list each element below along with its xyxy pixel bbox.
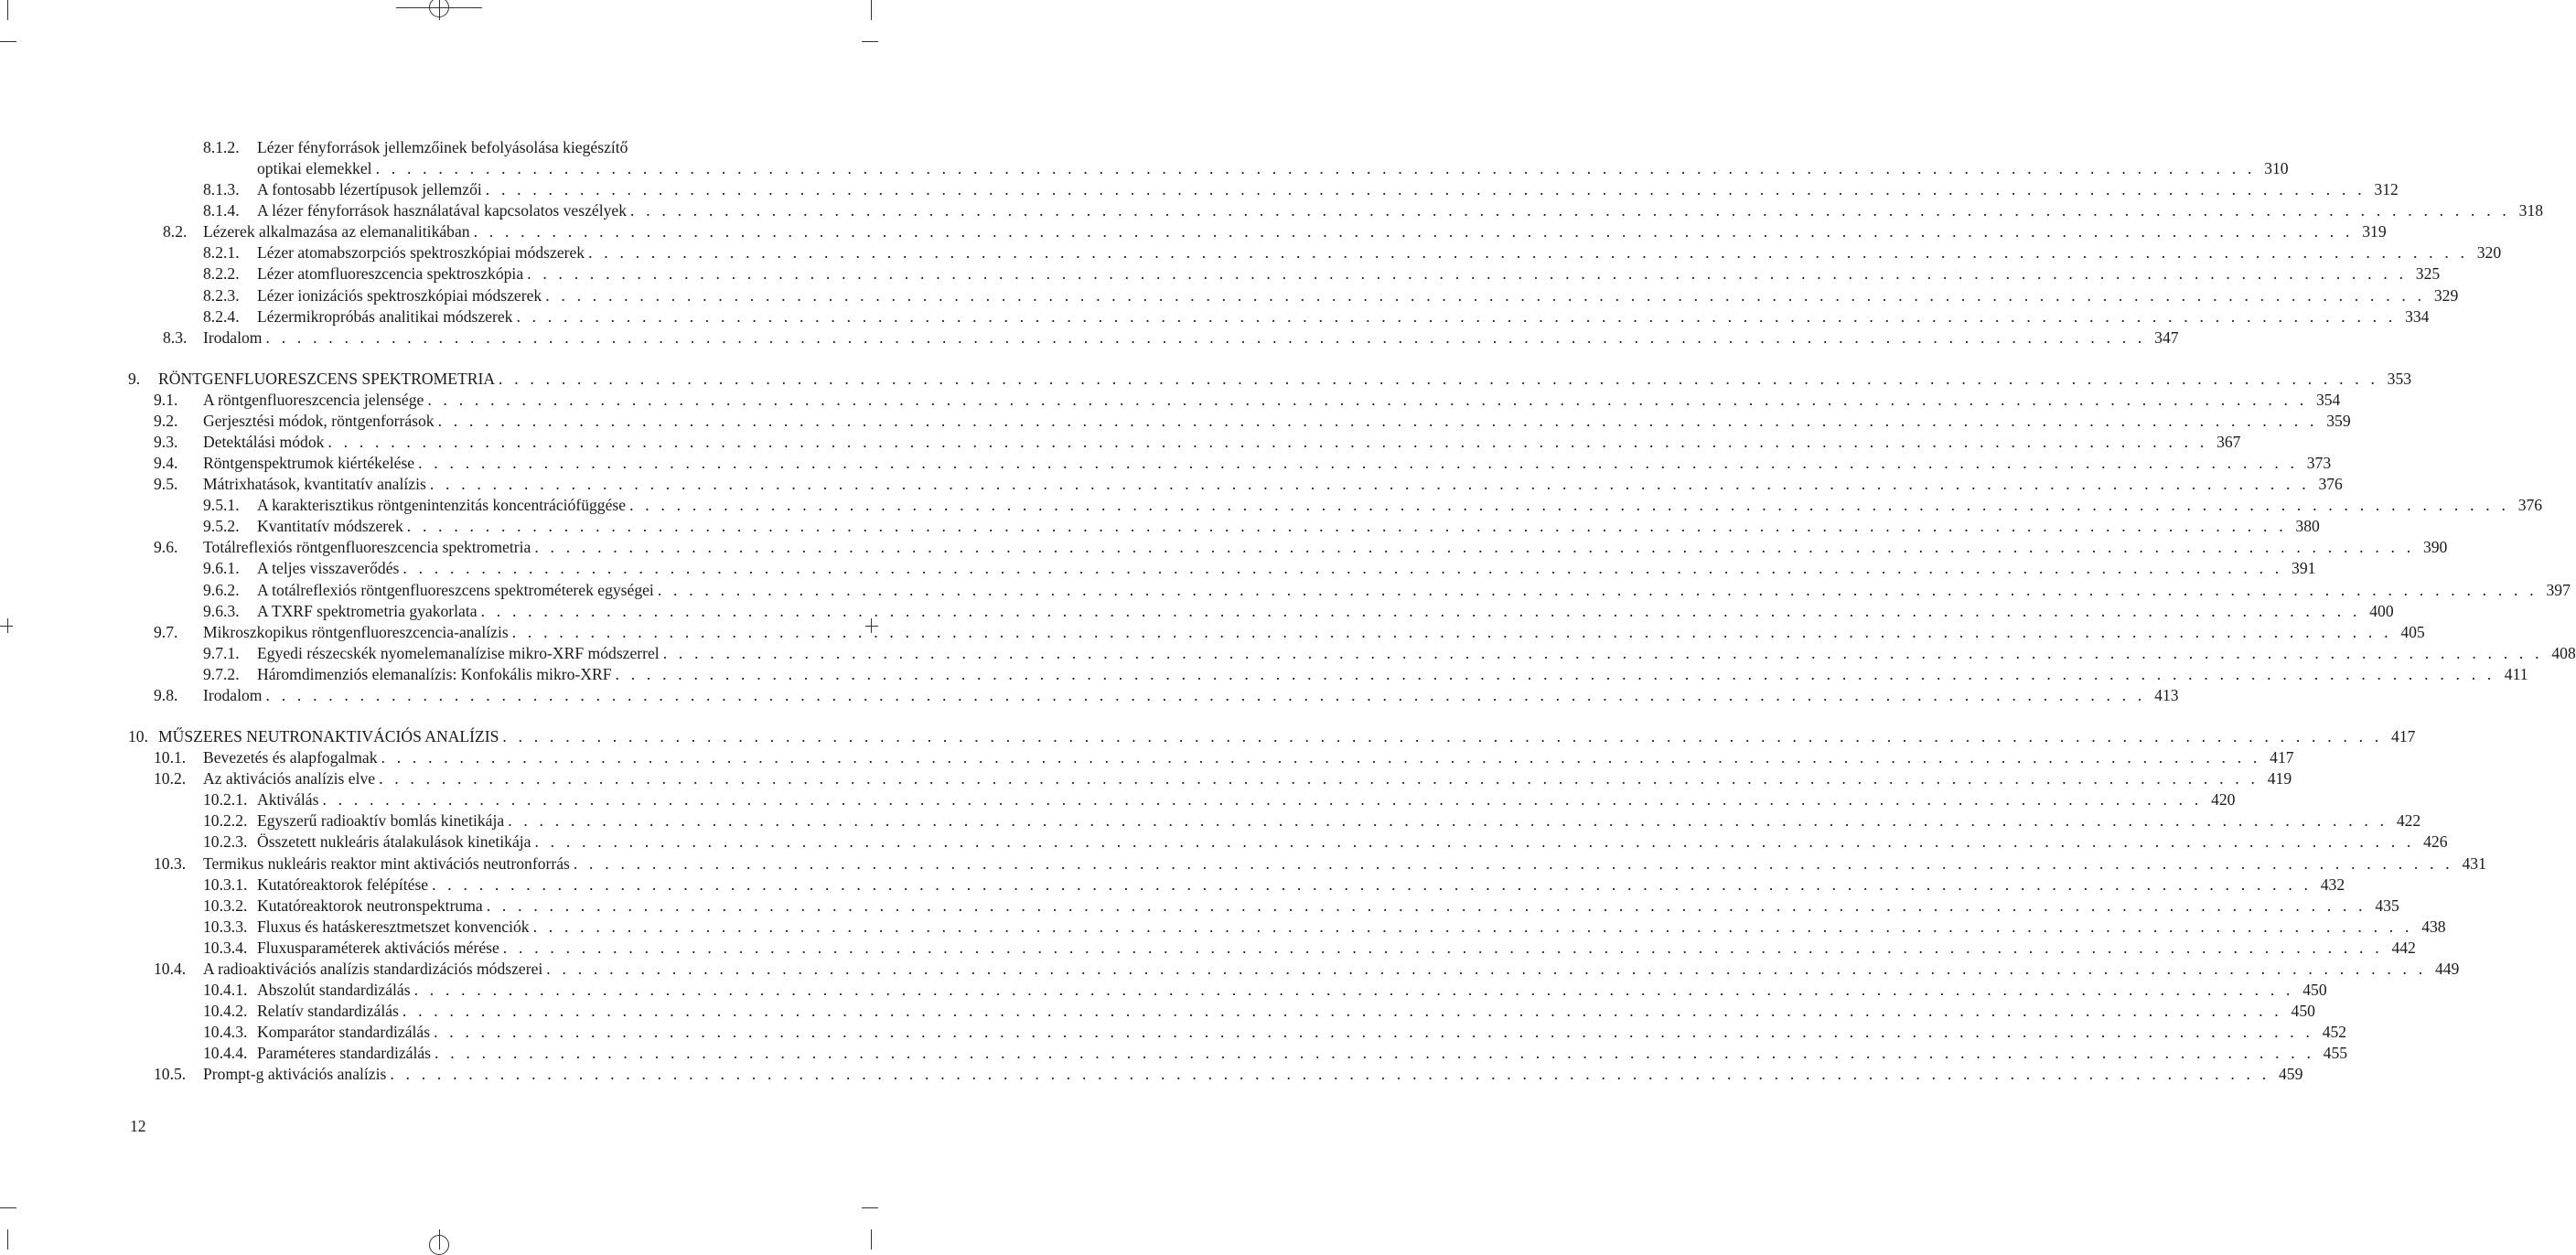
dot-leader: . . . . . . . . . . . . . . . . . . . . . . . . . . . . . . . . . . . . . . . . . . . . . . . . . . . . . . . . . . . . . . . . . . . . . . . . . . . . . . . . . . . . . . . . . . . . . . . . . . . . . . . . . . . . . . . . . . . . . . . . bbox=[327, 433, 2208, 452]
toc-entry-number: 9.5. bbox=[154, 475, 178, 494]
corner-mark-tr bbox=[871, 0, 872, 20]
toc-entry-title: MŰSZERES NEUTRONAKTIVÁCIÓS ANALÍZIS bbox=[158, 727, 499, 746]
dot-leader: . . . . . . . . . . . . . . . . . . . . . . . . . . . . . . . . . . . . . . . . . . . . . . . . . . . . . . . . . . . . . . . . . . . . . . . . . . . . . . . . . . . . . . . . . . . . . . . . . . . . . . . . . . . . . . . . . . . . . . . . bbox=[402, 559, 2283, 578]
toc-entry-page: 373 bbox=[2306, 454, 2332, 473]
toc-entry[interactable] bbox=[0, 980, 2327, 1001]
toc-entry-line bbox=[203, 537, 2448, 558]
dot-leader: . . . . . . . . . . . . . . . . . . . . . . . . . . . . . . . . . . . . . . . . . . . . . . . . . . . . . . . . . . . . . . . . . . . . . . . . . . . . . . . . . . . . . . . . . . . . . . . . . . . . . . . . . . . . . . . . . . . . . . . . bbox=[485, 180, 2366, 199]
toc-entry-page: 376 bbox=[2318, 475, 2343, 494]
toc-entry-number: 8.1.3. bbox=[203, 180, 240, 199]
toc-entry-page: 397 bbox=[2546, 580, 2571, 599]
toc-entry-number: 9.7.2. bbox=[203, 664, 240, 683]
toc-entry-title: Összetett nukleáris átalakulások kinetikája bbox=[257, 832, 531, 852]
toc-entry-title: A karakterisztikus röntgenintenzitás koncentrációfüggése bbox=[257, 496, 627, 515]
dot-leader: . . . . . . . . . . . . . . . . . . . . . . . . . . . . . . . . . . . . . . . . . . . . . . . . . . . . . . . . . . . . . . . . . . . . . . . . . . . . . . . . . . . . . . . . . . . . . . . . . . . . . . . . . . . . . . . . . . . . . . . . bbox=[418, 454, 2299, 473]
toc-entry-title: Lézerek alkalmazása az elemanalitikában bbox=[203, 222, 470, 241]
toc-entry-page: 438 bbox=[2421, 917, 2446, 936]
toc-entry[interactable] bbox=[0, 601, 2394, 622]
toc-entry-page: 310 bbox=[2264, 159, 2289, 178]
toc-entry-page: 318 bbox=[2518, 201, 2544, 220]
toc-entry-line bbox=[203, 327, 2179, 349]
toc-entry-title: Fluxus és hatáskeresztmetszet konvenciók bbox=[257, 917, 530, 936]
toc-entry-page: 334 bbox=[2405, 306, 2430, 326]
toc-entry-line bbox=[257, 917, 2446, 938]
dot-leader: . . . . . . . . . . . . . . . . . . . . . . . . . . . . . . . . . . . . . . . . . . . . . . . . . . . . . . . . . . . . . . . . . . . . . . . . . . . . . . . . . . . . . . . . . . . . . . . . . . . . . . . . . . . . . . . . . . . . . . . . bbox=[499, 369, 2379, 388]
toc-entry-page: 449 bbox=[2434, 959, 2460, 978]
toc-entry-number: 9.6. bbox=[154, 538, 178, 557]
toc-entry-number: 9.7.1. bbox=[203, 643, 240, 662]
toc-entry-number: 10.4.3. bbox=[203, 1023, 248, 1042]
corner-mark-tl2 bbox=[0, 41, 16, 42]
toc-entry-line bbox=[257, 810, 2421, 831]
page-number: 12 bbox=[130, 1117, 146, 1135]
toc-entry-number: 10.3.1. bbox=[203, 874, 248, 894]
toc-entry-page: 432 bbox=[2320, 874, 2345, 894]
toc-entry-line bbox=[257, 306, 2430, 327]
toc-entry-page: 405 bbox=[2400, 622, 2425, 641]
toc-entry-line bbox=[257, 831, 2448, 853]
toc-entry-number: 9.6.2. bbox=[203, 580, 240, 599]
toc-entry-title: Mátrixhatások, kvantitatív analízis bbox=[203, 475, 426, 494]
toc-entry-title: Az aktivációs analízis elve bbox=[203, 769, 376, 788]
dot-leader: . . . . . . . . . . . . . . . . . . . . . . . . . . . . . . . . . . . . . . . . . . . . . . . . . . . . . . . . . . . . . . . . . . . . . . . . . . . . . . . . . . . . . . . . . . . . . . . . . . . . . . . . . . . . . . . . . . . . . . . . bbox=[516, 306, 2397, 326]
toc-entry-line bbox=[257, 1043, 2348, 1064]
toc-entry-number: 9.6.3. bbox=[203, 601, 240, 620]
toc-entry-page: 422 bbox=[2396, 811, 2421, 831]
toc-entry-line bbox=[203, 474, 2343, 495]
toc-entry-page: 450 bbox=[2291, 1002, 2315, 1021]
toc-entry-line bbox=[257, 789, 2236, 810]
toc-entry[interactable] bbox=[0, 917, 2446, 938]
toc-entry-page: 411 bbox=[2504, 664, 2528, 683]
toc-entry[interactable] bbox=[0, 306, 2430, 327]
toc-entry-number: 10.2.2. bbox=[203, 811, 248, 831]
dot-leader: . . . . . . . . . . . . . . . . . . . . . . . . . . . . . . . . . . . . . . . . . . . . . . . . . . . . . . . . . . . . . . . . . . . . . . . . . . . . . . . . . . . . . . . . . . . . . . . . . . . . . . . . . . . . . . . . . . . . . . . . bbox=[265, 327, 2146, 347]
toc-entry-page: 353 bbox=[2387, 369, 2412, 388]
toc-entry-line bbox=[257, 242, 2502, 263]
toc-entry-page: 391 bbox=[2292, 559, 2316, 578]
dot-leader: . . . . . . . . . . . . . . . . . . . . . . . . . . . . . . . . . . . . . . . . . . . . . . . . . . . . . . . . . . . . . . . . . . . . . . . . . . . . . . . . . . . . . . . . . . . . . . . . . . . . . . . . . . . . . . . . . . . . . . . . bbox=[402, 1002, 2282, 1021]
toc-entry[interactable] bbox=[0, 369, 2412, 390]
toc-entry-title: RÖNTGENFLUORESZCENS SPEKTROMETRIA bbox=[158, 369, 496, 388]
dot-leader: . . . . . . . . . . . . . . . . . . . . . . . . . . . . . . . . . . . . . . . . . . . . . . . . . . . . . . . . . . . . . . . . . . . . . . . . . . . . . . . . . . . . . . . . . . . . . . . . . . . . . . . . . . . . . . . . . . . . . . . . bbox=[534, 538, 2415, 557]
toc-entry[interactable] bbox=[0, 1022, 2347, 1043]
toc-entry-line bbox=[203, 853, 2486, 874]
corner-mark-tl bbox=[7, 0, 8, 20]
dot-leader: . . . . . . . . . . . . . . . . . . . . . . . . . . . . . . . . . . . . . . . . . . . . . . . . . . . . . . . . . . . . . . . . . . . . . . . . . . . . . . . . . . . . . . . . . . . . . . . . . . . . . . . . . . . . . . . . . . . . . . . . bbox=[427, 390, 2308, 409]
toc-entry[interactable] bbox=[0, 242, 2502, 263]
toc-entry[interactable] bbox=[0, 874, 2345, 896]
toc-entry-title: Prompt-g aktivációs analízis bbox=[203, 1065, 387, 1084]
toc-entry-number: 9.7. bbox=[154, 622, 178, 641]
toc-entry-page: 455 bbox=[2323, 1044, 2348, 1063]
toc-entry-title: Termikus nukleáris reaktor mint aktivációs neutronforrás bbox=[203, 853, 570, 873]
toc-entry-page: 376 bbox=[2517, 496, 2543, 515]
toc-entry-page: 431 bbox=[2462, 853, 2486, 873]
dot-leader: . . . . . . . . . . . . . . . . . . . . . . . . . . . . . . . . . . . . . . . . . . . . . . . . . . . . . . . . . . . . . . . . . . . . . . . . . . . . . . . . . . . . . . . . . . . . . . . . . . . . . . . . . . . . . . . . . . . . . . . . bbox=[573, 853, 2453, 873]
toc-entry-number: 9.8. bbox=[154, 685, 178, 704]
dot-leader: . . . . . . . . . . . . . . . . . . . . . . . . . . . . . . . . . . . . . . . . . . . . . . . . . . . . . . . . . . . . . . . . . . . . . . . . . . . . . . . . . . . . . . . . . . . . . . . . . . . . . . . . . . . . . . . . . . . . . . . . bbox=[662, 643, 2543, 662]
toc-entry-page: 380 bbox=[2295, 517, 2320, 536]
dot-leader: . . . . . . . . . . . . . . . . . . . . . . . . . . . . . . . . . . . . . . . . . . . . . . . . . . . . . . . . . . . . . . . . . . . . . . . . . . . . . . . . . . . . . . . . . . . . . . . . . . . . . . . . . . . . . . . . . . . . . . . . bbox=[534, 832, 2415, 852]
toc-entry[interactable] bbox=[0, 179, 2399, 200]
corner-mark-bl2 bbox=[7, 1229, 8, 1250]
dot-leader: . . . . . . . . . . . . . . . . . . . . . . . . . . . . . . . . . . . . . . . . . . . . . . . . . . . . . . . . . . . . . . . . . . . . . . . . . . . . . . . . . . . . . . . . . . . . . . . . . . . . . . . . . . . . . . . . . . . . . . . . bbox=[406, 517, 2287, 536]
toc-entry-title: Bevezetés és alapfogalmak bbox=[203, 748, 378, 767]
toc-entry-number: 9.6.1. bbox=[203, 559, 240, 578]
toc-entry[interactable] bbox=[0, 285, 2459, 306]
toc-entry[interactable] bbox=[0, 726, 2416, 747]
toc-entry-title: A totálreflexiós röntgenfluoreszcens spektrométerek egységei bbox=[257, 580, 654, 599]
toc-entry-number: 10.2.3. bbox=[203, 832, 248, 852]
toc-entry-number: 9.5.1. bbox=[203, 496, 240, 515]
toc-entry-page: 367 bbox=[2216, 433, 2241, 452]
toc-entry[interactable] bbox=[0, 768, 2292, 789]
toc-entry-page: 329 bbox=[2433, 285, 2459, 305]
toc-entry-title: Relatív standardizálás bbox=[257, 1002, 399, 1021]
table-of-contents bbox=[0, 137, 2576, 1085]
toc-entry-page: 442 bbox=[2391, 938, 2416, 957]
toc-entry[interactable] bbox=[0, 516, 2320, 537]
toc-entry-number: 10.4.2. bbox=[203, 1002, 248, 1021]
toc-entry-title: Abszolút standardizálás bbox=[257, 980, 411, 999]
toc-entry-title: Irodalom bbox=[203, 327, 263, 347]
toc-entry-title: A röntgenfluoreszcencia jelensége bbox=[203, 390, 424, 409]
toc-entry-line bbox=[257, 1022, 2347, 1043]
toc-entry-title: Lézer fényforrások jellemzőinek befolyásolása kiegészítő bbox=[257, 138, 628, 156]
toc-entry-page: 347 bbox=[2154, 327, 2179, 347]
toc-entry-title: optikai elemekkel bbox=[257, 159, 372, 178]
toc-entry-line bbox=[203, 390, 2341, 411]
toc-entry-title: Lézermikropróbás analitikai módszerek bbox=[257, 306, 513, 326]
toc-entry-number: 10.5. bbox=[154, 1065, 187, 1084]
toc-entry-line bbox=[203, 685, 2179, 706]
toc-entry-number: 8.1.2. bbox=[203, 138, 240, 156]
toc-entry-page: 417 bbox=[2270, 748, 2294, 767]
toc-entry[interactable] bbox=[0, 221, 2387, 242]
toc-entry-line bbox=[158, 369, 2412, 390]
toc-entry-line bbox=[203, 432, 2241, 453]
toc-entry-title: A teljes visszaverődés bbox=[257, 559, 400, 578]
toc-entry-page: 319 bbox=[2362, 222, 2387, 241]
toc-entry-line bbox=[257, 200, 2544, 221]
corner-mark-br bbox=[862, 1207, 878, 1208]
toc-entry[interactable] bbox=[0, 200, 2544, 221]
toc-entry-title: Irodalom bbox=[203, 685, 263, 704]
toc-entry[interactable] bbox=[0, 959, 2460, 980]
dot-leader: . . . . . . . . . . . . . . . . . . . . . . . . . . . . . . . . . . . . . . . . . . . . . . . . . . . . . . . . . . . . . . . . . . . . . . . . . . . . . . . . . . . . . . . . . . . . . . . . . . . . . . . . . . . . . . . . . . . . . . . . bbox=[390, 1065, 2270, 1084]
toc-entry[interactable] bbox=[0, 453, 2332, 474]
dot-leader: . . . . . . . . . . . . . . . . . . . . . . . . . . . . . . . . . . . . . . . . . . . . . . . . . . . . . . . . . . . . . . . . . . . . . . . . . . . . . . . . . . . . . . . . . . . . . . . . . . . . . . . . . . . . . . . . . . . . . . . . bbox=[615, 664, 2496, 683]
toc-entry-page: 450 bbox=[2302, 980, 2327, 999]
toc-entry-number: 9. bbox=[128, 369, 141, 388]
toc-entry-number: 10.2. bbox=[154, 769, 187, 788]
toc-entry-title: Kutatóreaktorok felépítése bbox=[257, 874, 429, 894]
toc-entry-page: 435 bbox=[2375, 896, 2399, 915]
toc-entry-page: 417 bbox=[2391, 727, 2416, 746]
toc-entry-line bbox=[257, 938, 2416, 959]
toc-entry-page: 452 bbox=[2322, 1023, 2347, 1042]
toc-entry-page: 312 bbox=[2374, 180, 2399, 199]
toc-entry[interactable] bbox=[0, 390, 2341, 411]
toc-entry-number: 8.2.3. bbox=[203, 285, 240, 305]
dot-leader: . . . . . . . . . . . . . . . . . . . . . . . . . . . . . . . . . . . . . . . . . . . . . . . . . . . . . . . . . . . . . . . . . . . . . . . . . . . . . . . . . . . . . . . . . . . . . . . . . . . . . . . . . . . . . . . . . . . . . . . . bbox=[502, 938, 2383, 957]
toc-entry-line bbox=[203, 622, 2425, 643]
dot-leader: . . . . . . . . . . . . . . . . . . . . . . . . . . . . . . . . . . . . . . . . . . . . . . . . . . . . . . . . . . . . . . . . . . . . . . . . . . . . . . . . . . . . . . . . . . . . . . . . . . . . . . . . . . . . . . . . . . . . . . . . bbox=[375, 159, 2256, 178]
toc-entry[interactable] bbox=[0, 685, 2179, 706]
toc-entry-line bbox=[257, 896, 2399, 917]
toc-entry[interactable] bbox=[0, 896, 2399, 917]
toc-entry-page: 420 bbox=[2211, 790, 2236, 810]
toc-entry-number: 9.2. bbox=[154, 411, 178, 430]
toc-entry-page: 419 bbox=[2267, 769, 2292, 788]
dot-leader: . . . . . . . . . . . . . . . . . . . . . . . . . . . . . . . . . . . . . . . . . . . . . . . . . . . . . . . . . . . . . . . . . . . . . . . . . . . . . . . . . . . . . . . . . . . . . . . . . . . . . . . . . . . . . . . . . . . . . . . . bbox=[265, 685, 2146, 704]
toc-entry-title: Háromdimenziós elemanalízis: Konfokális mikro-XRF bbox=[257, 664, 612, 683]
corner-mark-br2 bbox=[871, 1229, 872, 1250]
toc-entry-line bbox=[257, 285, 2459, 306]
toc-entry-number: 10. bbox=[128, 727, 148, 746]
toc-entry-number: 8.2.4. bbox=[203, 306, 240, 326]
dot-leader: . . . . . . . . . . . . . . . . . . . . . . . . . . . . . . . . . . . . . . . . . . . . . . . . . . . . . . . . . . . . . . . . . . . . . . . . . . . . . . . . . . . . . . . . . . . . . . . . . . . . . . . . . . . . . . . . . . . . . . . . bbox=[511, 622, 2392, 641]
toc-entry-page: 325 bbox=[2415, 264, 2441, 284]
toc-entry-line bbox=[257, 874, 2345, 896]
toc-entry[interactable] bbox=[0, 580, 2571, 601]
toc-entry-title: Röntgenspektrumok kiértékelése bbox=[203, 454, 415, 473]
toc-entry-number: 10.3.4. bbox=[203, 938, 248, 957]
toc-entry-line bbox=[257, 1001, 2315, 1022]
toc-entry-number: 9.5.2. bbox=[203, 517, 240, 536]
toc-entry-line bbox=[257, 558, 2316, 579]
toc-entry[interactable] bbox=[0, 495, 2543, 516]
toc-entry-line bbox=[257, 516, 2320, 537]
toc-entry-number: 8.1.4. bbox=[203, 201, 240, 220]
toc-entry-number: 10.4.1. bbox=[203, 980, 248, 999]
toc-entry-title: Egyedi részecskék nyomelemanalízise mikro-XRF módszerrel bbox=[257, 643, 660, 662]
toc-entry-title: Mikroszkopikus röntgenfluoreszcencia-analízis bbox=[203, 622, 509, 641]
toc-entry-number: 9.4. bbox=[154, 454, 178, 473]
toc-entry[interactable] bbox=[0, 789, 2236, 810]
toc-entry-title: A TXRF spektrometria gyakorlata bbox=[257, 601, 478, 620]
toc-entry-title: Kutatóreaktorok neutronspektruma bbox=[257, 896, 483, 915]
toc-entry-line bbox=[203, 959, 2460, 980]
toc-entry[interactable] bbox=[0, 664, 2528, 685]
toc-entry-title: Egyszerű radioaktív bomlás kinetikája bbox=[257, 811, 505, 831]
toc-entry-number: 8.2.1. bbox=[203, 243, 240, 263]
toc-entry-number: 10.3. bbox=[154, 853, 187, 873]
dot-leader: . . . . . . . . . . . . . . . . . . . . . . . . . . . . . . . . . . . . . . . . . . . . . . . . . . . . . . . . . . . . . . . . . . . . . . . . . . . . . . . . . . . . . . . . . . . . . . . . . . . . . . . . . . . . . . . . . . . . . . . . bbox=[480, 601, 2361, 620]
toc-entry[interactable] bbox=[0, 137, 878, 158]
dot-leader: . . . . . . . . . . . . . . . . . . . . . . . . . . . . . . . . . . . . . . . . . . . . . . . . . . . . . . . . . . . . . . . . . . . . . . . . . . . . . . . . . . . . . . . . . . . . . . . . . . . . . . . . . . . . . . . . . . . . . . . . bbox=[630, 201, 2511, 220]
dot-leader: . . . . . . . . . . . . . . . . . . . . . . . . . . . . . . . . . . . . . . . . . . . . . . . . . . . . . . . . . . . . . . . . . . . . . . . . . . . . . . . . . . . . . . . . . . . . . . . . . . . . . . . . . . . . . . . . . . . . . . . . bbox=[502, 727, 2383, 746]
toc-entry-number: 10.3.2. bbox=[203, 896, 248, 915]
dot-leader: . . . . . . . . . . . . . . . . . . . . . . . . . . . . . . . . . . . . . . . . . . . . . . . . . . . . . . . . . . . . . . . . . . . . . . . . . . . . . . . . . . . . . . . . . . . . . . . . . . . . . . . . . . . . . . . . . . . . . . . . bbox=[527, 264, 2408, 284]
dot-leader: . . . . . . . . . . . . . . . . . . . . . . . . . . . . . . . . . . . . . . . . . . . . . . . . . . . . . . . . . . . . . . . . . . . . . . . . . . . . . . . . . . . . . . . . . . . . . . . . . . . . . . . . . . . . . . . . . . . . . . . . bbox=[429, 475, 2310, 494]
toc-entry-page: 413 bbox=[2154, 685, 2179, 704]
toc-entry-title: Lézer atomabszorpciós spektroszkópiai módszerek bbox=[257, 243, 585, 263]
toc-entry-page: 390 bbox=[2422, 538, 2448, 557]
toc-entry[interactable] bbox=[0, 622, 2425, 643]
dot-leader: . . . . . . . . . . . . . . . . . . . . . . . . . . . . . . . . . . . . . . . . . . . . . . . . . . . . . . . . . . . . . . . . . . . . . . . . . . . . . . . . . . . . . . . . . . . . . . . . . . . . . . . . . . . . . . . . . . . . . . . . bbox=[657, 580, 2538, 599]
dot-leader: . . . . . . . . . . . . . . . . . . . . . . . . . . . . . . . . . . . . . . . . . . . . . . . . . . . . . . . . . . . . . . . . . . . . . . . . . . . . . . . . . . . . . . . . . . . . . . . . . . . . . . . . . . . . . . . . . . . . . . . . bbox=[432, 874, 2313, 894]
toc-entry-page: 354 bbox=[2315, 390, 2341, 409]
toc-entry[interactable] bbox=[0, 263, 2441, 284]
toc-entry[interactable] bbox=[0, 411, 2351, 432]
dot-leader: . . . . . . . . . . . . . . . . . . . . . . . . . . . . . . . . . . . . . . . . . . . . . . . . . . . . . . . . . . . . . . . . . . . . . . . . . . . . . . . . . . . . . . . . . . . . . . . . . . . . . . . . . . . . . . . . . . . . . . . . bbox=[437, 411, 2318, 430]
toc-entry[interactable] bbox=[0, 1043, 2348, 1064]
dot-leader: . . . . . . . . . . . . . . . . . . . . . . . . . . . . . . . . . . . . . . . . . . . . . . . . . . . . . . . . . . . . . . . . . . . . . . . . . . . . . . . . . . . . . . . . . . . . . . . . . . . . . . . . . . . . . . . . . . . . . . . . bbox=[532, 917, 2413, 936]
toc-entry[interactable] bbox=[0, 537, 2448, 558]
toc-entry-line bbox=[257, 664, 2528, 685]
toc-entry-page: 408 bbox=[2551, 643, 2576, 662]
toc-entry-line bbox=[203, 747, 2294, 768]
toc-entry-page: 320 bbox=[2476, 243, 2502, 263]
toc-entry[interactable] bbox=[0, 432, 2241, 453]
toc-entry-number: 10.2.1. bbox=[203, 790, 248, 810]
dot-leader: . . . . . . . . . . . . . . . . . . . . . . . . . . . . . . . . . . . . . . . . . . . . . . . . . . . . . . . . . . . . . . . . . . . . . . . . . . . . . . . . . . . . . . . . . . . . . . . . . . . . . . . . . . . . . . . . . . . . . . . . bbox=[545, 285, 2426, 305]
toc-entry[interactable] bbox=[0, 938, 2416, 959]
dot-leader: . . . . . . . . . . . . . . . . . . . . . . . . . . . . . . . . . . . . . . . . . . . . . . . . . . . . . . . . . . . . . . . . . . . . . . . . . . . . . . . . . . . . . . . . . . . . . . . . . . . . . . . . . . . . . . . . . . . . . . . . bbox=[434, 1023, 2314, 1042]
toc-entry[interactable] bbox=[0, 1001, 2315, 1022]
toc-entry-line bbox=[203, 453, 2332, 474]
toc-entry-line bbox=[257, 158, 2289, 179]
toc-entry-title: Fluxusparaméterek aktivációs mérése bbox=[257, 938, 499, 957]
dot-leader: . . . . . . . . . . . . . . . . . . . . . . . . . . . . . . . . . . . . . . . . . . . . . . . . . . . . . . . . . . . . . . . . . . . . . . . . . . . . . . . . . . . . . . . . . . . . . . . . . . . . . . . . . . . . . . . . . . . . . . . . bbox=[379, 769, 2259, 788]
dot-leader: . . . . . . . . . . . . . . . . . . . . . . . . . . . . . . . . . . . . . . . . . . . . . . . . . . . . . . . . . . . . . . . . . . . . . . . . . . . . . . . . . . . . . . . . . . . . . . . . . . . . . . . . . . . . . . . . . . . . . . . . bbox=[508, 811, 2388, 831]
toc-entry[interactable] bbox=[0, 831, 2448, 853]
toc-entry-line bbox=[257, 179, 2399, 200]
toc-entry-title: Lézer ionizációs spektroszkópiai módszerek bbox=[257, 285, 542, 305]
toc-entry-page: 459 bbox=[2278, 1065, 2303, 1084]
toc-entry-title: A fontosabb lézertípusok jellemzői bbox=[257, 180, 482, 199]
toc-entry-number: 9.1. bbox=[154, 390, 178, 409]
toc-entry[interactable] bbox=[0, 810, 2421, 831]
toc-entry[interactable] bbox=[0, 474, 2343, 495]
toc-entry-title: Detektálási módok bbox=[203, 433, 325, 452]
toc-entry-line bbox=[257, 137, 768, 158]
toc-entry[interactable] bbox=[0, 558, 2316, 579]
toc-entry-line bbox=[257, 580, 2571, 601]
toc-entry-line bbox=[257, 643, 2576, 664]
toc-entry-title: A lézer fényforrások használatával kapcsolatos veszélyek bbox=[257, 201, 627, 220]
toc-entry-line bbox=[257, 980, 2327, 1001]
toc-entry-line bbox=[203, 411, 2351, 432]
dot-leader: . . . . . . . . . . . . . . . . . . . . . . . . . . . . . . . . . . . . . . . . . . . . . . . . . . . . . . . . . . . . . . . . . . . . . . . . . . . . . . . . . . . . . . . . . . . . . . . . . . . . . . . . . . . . . . . . . . . . . . . . bbox=[546, 959, 2427, 978]
dot-leader: . . . . . . . . . . . . . . . . . . . . . . . . . . . . . . . . . . . . . . . . . . . . . . . . . . . . . . . . . . . . . . . . . . . . . . . . . . . . . . . . . . . . . . . . . . . . . . . . . . . . . . . . . . . . . . . . . . . . . . . . bbox=[322, 790, 2203, 810]
toc-entry-title: Gerjesztési módok, röntgenforrások bbox=[203, 411, 435, 430]
dot-leader: . . . . . . . . . . . . . . . . . . . . . . . . . . . . . . . . . . . . . . . . . . . . . . . . . . . . . . . . . . . . . . . . . . . . . . . . . . . . . . . . . . . . . . . . . . . . . . . . . . . . . . . . . . . . . . . . . . . . . . . . bbox=[413, 980, 2294, 999]
toc-entry-page: 400 bbox=[2369, 601, 2394, 620]
toc-entry-line bbox=[203, 1064, 2303, 1085]
dot-leader: . . . . . . . . . . . . . . . . . . . . . . . . . . . . . . . . . . . . . . . . . . . . . . . . . . . . . . . . . . . . . . . . . . . . . . . . . . . . . . . . . . . . . . . . . . . . . . . . . . . . . . . . . . . . . . . . . . . . . . . . bbox=[381, 748, 2261, 767]
toc-entry-line bbox=[257, 495, 2543, 516]
corner-mark-tr2 bbox=[862, 41, 878, 42]
toc-entry-title: Aktiválás bbox=[257, 790, 319, 810]
toc-entry[interactable] bbox=[0, 643, 2576, 664]
dot-leader: . . . . . . . . . . . . . . . . . . . . . . . . . . . . . . . . . . . . . . . . . . . . . . . . . . . . . . . . . . . . . . . . . . . . . . . . . . . . . . . . . . . . . . . . . . . . . . . . . . . . . . . . . . . . . . . . . . . . . . . . bbox=[435, 1044, 2315, 1063]
dot-leader: . . . . . . . . . . . . . . . . . . . . . . . . . . . . . . . . . . . . . . . . . . . . . . . . . . . . . . . . . . . . . . . . . . . . . . . . . . . . . . . . . . . . . . . . . . . . . . . . . . . . . . . . . . . . . . . . . . . . . . . . bbox=[588, 243, 2469, 263]
toc-entry-title: Komparátor standardizálás bbox=[257, 1023, 431, 1042]
toc-entry-title: A radioaktivációs analízis standardizációs módszerei bbox=[203, 959, 543, 978]
toc-entry-number: 10.3.3. bbox=[203, 917, 248, 936]
toc-entry[interactable] bbox=[0, 158, 2289, 179]
toc-entry-title: Lézer atomfluoreszcencia spektroszkópia bbox=[257, 264, 524, 284]
toc-entry-number: 10.4. bbox=[154, 959, 187, 978]
toc-entry-line bbox=[203, 768, 2292, 789]
toc-entry-page: 359 bbox=[2326, 411, 2351, 430]
toc-entry-title: Totálreflexiós röntgenfluoreszcencia spektrometria bbox=[203, 538, 531, 557]
dot-leader: . . . . . . . . . . . . . . . . . . . . . . . . . . . . . . . . . . . . . . . . . . . . . . . . . . . . . . . . . . . . . . . . . . . . . . . . . . . . . . . . . . . . . . . . . . . . . . . . . . . . . . . . . . . . . . . . . . . . . . . . bbox=[629, 496, 2510, 515]
toc-entry[interactable] bbox=[0, 853, 2486, 874]
toc-entry-page: 426 bbox=[2423, 832, 2448, 852]
corner-mark-bl bbox=[0, 1207, 16, 1208]
toc-entry-line bbox=[203, 221, 2387, 242]
toc-entry[interactable] bbox=[0, 747, 2294, 768]
dot-leader: . . . . . . . . . . . . . . . . . . . . . . . . . . . . . . . . . . . . . . . . . . . . . . . . . . . . . . . . . . . . . . . . . . . . . . . . . . . . . . . . . . . . . . . . . . . . . . . . . . . . . . . . . . . . . . . . . . . . . . . . bbox=[486, 896, 2367, 915]
toc-entry-title: Kvantitatív módszerek bbox=[257, 517, 403, 536]
toc-entry-number: 10.4.4. bbox=[203, 1044, 248, 1063]
toc-entry-line bbox=[257, 263, 2441, 284]
toc-entry-number: 8.2. bbox=[163, 222, 188, 241]
toc-entry-line bbox=[257, 601, 2394, 622]
toc-entry-number: 8.2.2. bbox=[203, 264, 240, 284]
toc-entry-line bbox=[158, 726, 2416, 747]
toc-entry[interactable] bbox=[0, 327, 2179, 349]
toc-entry-number: 8.3. bbox=[163, 327, 188, 347]
toc-entry[interactable] bbox=[0, 1064, 2303, 1085]
toc-entry-number: 10.1. bbox=[154, 748, 187, 767]
toc-entry-number: 9.3. bbox=[154, 433, 178, 452]
dot-leader: . . . . . . . . . . . . . . . . . . . . . . . . . . . . . . . . . . . . . . . . . . . . . . . . . . . . . . . . . . . . . . . . . . . . . . . . . . . . . . . . . . . . . . . . . . . . . . . . . . . . . . . . . . . . . . . . . . . . . . . . bbox=[473, 222, 2354, 241]
toc-entry-title: Paraméteres standardizálás bbox=[257, 1044, 432, 1063]
